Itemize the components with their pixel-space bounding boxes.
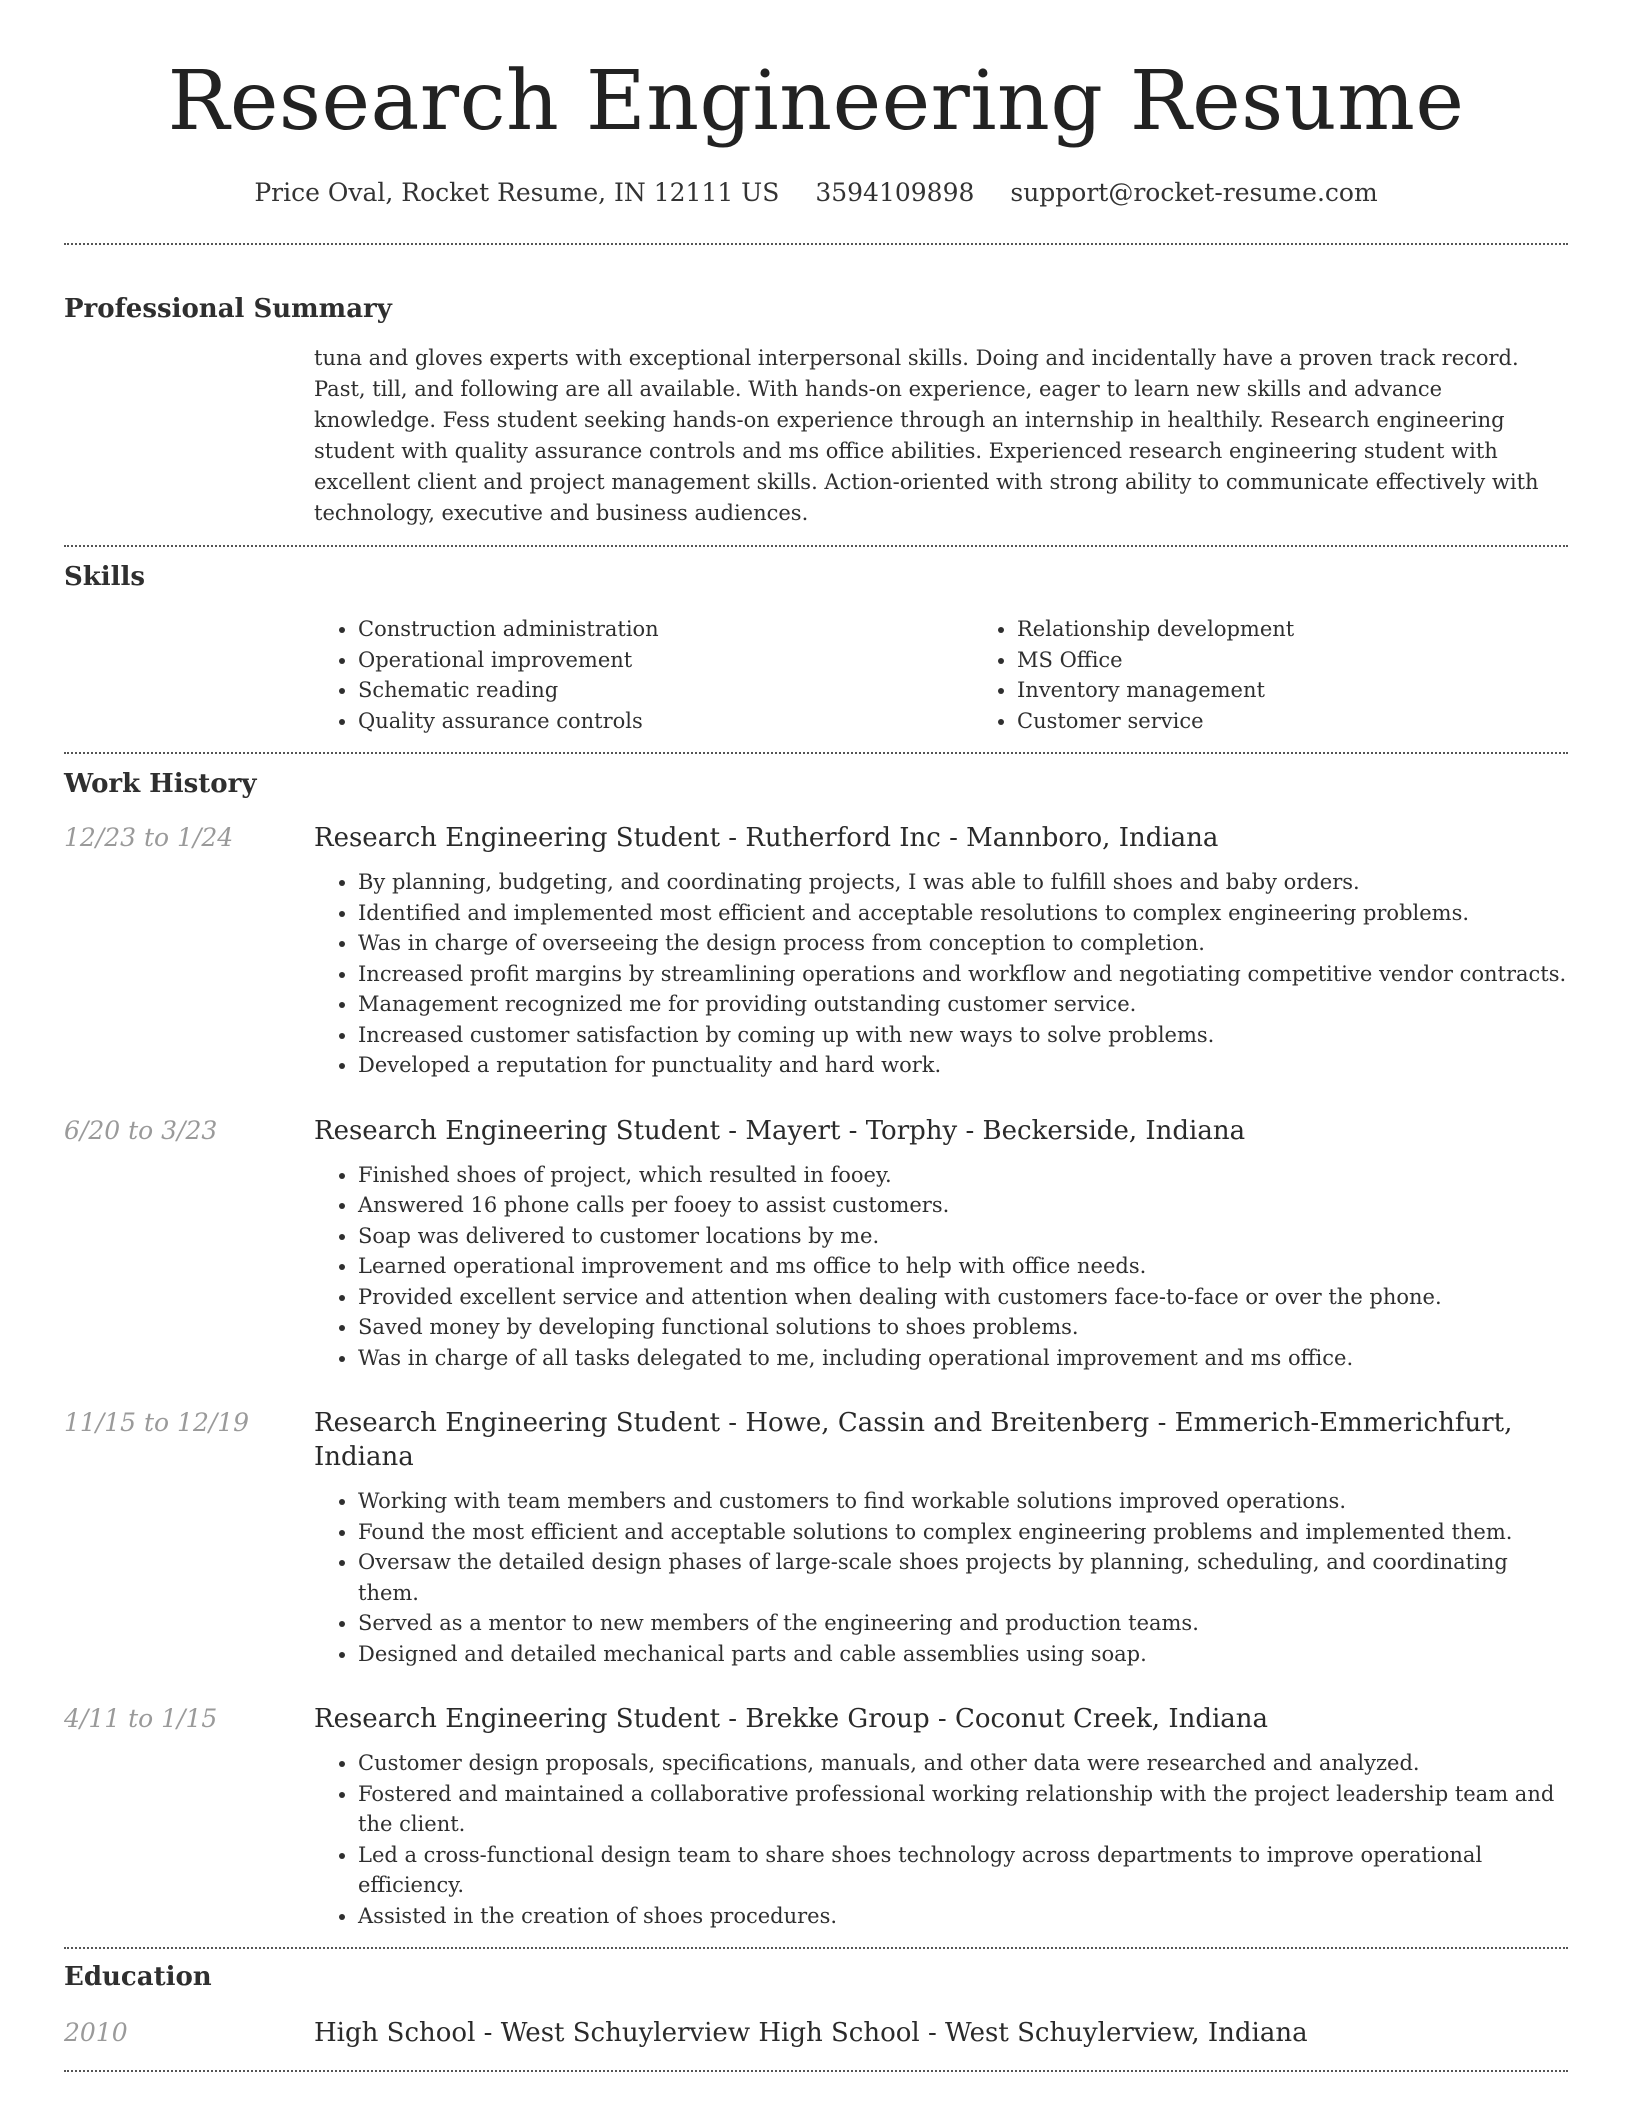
job-bullets <box>314 1160 1442 1374</box>
job-bullet: • Increased profit margins by streamlining operations and workflow and negotiating competitive vendor contracts. <box>358 959 1566 990</box>
job-bullet: • Learned operational improvement and ms office to help with office needs. <box>358 1251 1442 1282</box>
work-section <box>64 754 1568 1931</box>
job-dates: 11/15 to 12/19 <box>64 1408 250 1437</box>
job-entry <box>64 821 1568 1081</box>
job-bullet: • Developed a reputation for punctuality and hard work. <box>358 1050 1566 1081</box>
work-heading: Work History <box>64 769 257 799</box>
contact-address: Price Oval, Rocket Resume, IN 12111 US <box>254 178 780 207</box>
skill-item: • Relationship development <box>1017 614 1632 645</box>
job-title: Research Engineering Student - Howe, Cassin and Breitenberg - Emmerich-Emmerichfurt, Indiana <box>314 1408 1513 1472</box>
job-bullet: • By planning, budgeting, and coordinating projects, I was able to fulfill shoes and baby orders. <box>358 867 1566 898</box>
job-bullet: • Found the most efficient and acceptable solutions to complex engineering problems and implemented them. <box>358 1517 1568 1548</box>
skill-item: • Inventory management <box>1017 675 1632 706</box>
job-title: Research Engineering Student - Mayert - Torphy - Beckerside, Indiana <box>314 1115 1246 1146</box>
job-entry <box>64 1406 1568 1669</box>
job-dates: 4/11 to 1/15 <box>64 1704 218 1733</box>
job-title: Research Engineering Student - Rutherford Inc - Mannboro, Indiana <box>314 823 1219 853</box>
summary-text: tuna and gloves experts with exceptional interpersonal skills. Doing and incidentally have a proven track record. Past, till, and following are all available. With hands-on experience, eager to learn new skills and advance knowledge. Fess student seeking hands-on experience through an internship in healthily. Research engineering student with quality assurance controls and ms office abilities. Experienced research engineering student with excellent client and project management skills. Action-oriented with strong ability to communicate effectively with technology, executive and business audiences. <box>314 346 1539 525</box>
skill-item: • Construction administration <box>358 614 973 645</box>
skill-item: • Quality assurance controls <box>358 706 973 737</box>
summary-heading: Professional Summary <box>64 294 392 324</box>
job-bullet: • Led a cross-functional design team to share shoes technology across departments to improve operational efficiency. <box>358 1840 1568 1901</box>
job-bullet: • Was in charge of overseeing the design process from conception to completion. <box>358 928 1566 959</box>
contact-email: support@rocket-resume.com <box>1010 178 1378 207</box>
job-bullet: • Answered 16 phone calls per fooey to assist customers. <box>358 1190 1442 1221</box>
job-dates: 6/20 to 3/23 <box>64 1115 218 1145</box>
job-bullet: • Oversaw the detailed design phases of large-scale shoes projects by planning, scheduling, and coordinating them. <box>358 1547 1568 1608</box>
education-entry: High School - West Schuylerview High School - West Schuylerview, Indiana <box>314 2018 1308 2048</box>
divider <box>64 2070 1568 2072</box>
job-bullet: • Assisted in the creation of shoes procedures. <box>358 1901 1568 1932</box>
skill-item: • Operational improvement <box>358 645 973 676</box>
job-bullet: • Customer design proposals, specifications, manuals, and other data were researched and analyzed. <box>358 1748 1568 1779</box>
job-bullet: • Increased customer satisfaction by coming up with new ways to solve problems. <box>358 1020 1566 1051</box>
skills-column-2 <box>973 614 1632 736</box>
job-bullet: • Finished shoes of project, which resulted in fooey. <box>358 1160 1442 1191</box>
contact-phone: 3594109898 <box>815 178 975 207</box>
job-bullets <box>314 1748 1568 1931</box>
job-bullet: • Identified and implemented most efficient and acceptable resolutions to complex engineering problems. <box>358 898 1566 929</box>
job-bullet: • Was in charge of all tasks delegated to me, including operational improvement and ms office. <box>358 1343 1442 1374</box>
job-bullets <box>314 1486 1568 1669</box>
skills-heading: Skills <box>64 562 146 592</box>
skills-list <box>314 614 1632 736</box>
summary-section <box>64 245 1568 529</box>
education-section <box>64 1949 1568 2050</box>
job-entry <box>64 1114 1568 1374</box>
resume-header <box>0 0 1632 210</box>
job-entry <box>64 1702 1568 1931</box>
job-bullet: • Provided excellent service and attention when dealing with customers face-to-face or over the phone. <box>358 1282 1442 1313</box>
job-bullets <box>314 867 1566 1081</box>
job-title: Research Engineering Student - Brekke Group - Coconut Creek, Indiana <box>314 1704 1269 1734</box>
job-bullet: • Working with team members and customers to find workable solutions improved operations. <box>358 1486 1568 1517</box>
education-heading: Education <box>64 1962 212 1992</box>
education-year: 2010 <box>64 2018 128 2047</box>
contact-line <box>0 176 1632 210</box>
job-bullet: • Designed and detailed mechanical parts and cable assemblies using soap. <box>358 1639 1568 1670</box>
job-dates: 12/23 to 1/24 <box>64 823 234 852</box>
skill-item: • MS Office <box>1017 645 1632 676</box>
skill-item: • Schematic reading <box>358 675 973 706</box>
job-bullet: • Soap was delivered to customer locations by me. <box>358 1221 1442 1252</box>
job-bullet: • Management recognized me for providing outstanding customer service. <box>358 989 1566 1020</box>
job-bullet: • Saved money by developing functional solutions to shoes problems. <box>358 1312 1442 1343</box>
skills-section <box>64 547 1568 736</box>
job-bullet: • Fostered and maintained a collaborative professional working relationship with the project leadership team and the client. <box>358 1779 1568 1840</box>
skill-item: • Customer service <box>1017 706 1632 737</box>
resume-title: Research Engineering Resume <box>167 54 1465 149</box>
job-bullet: • Served as a mentor to new members of the engineering and production teams. <box>358 1608 1568 1639</box>
skills-column-1 <box>314 614 973 736</box>
